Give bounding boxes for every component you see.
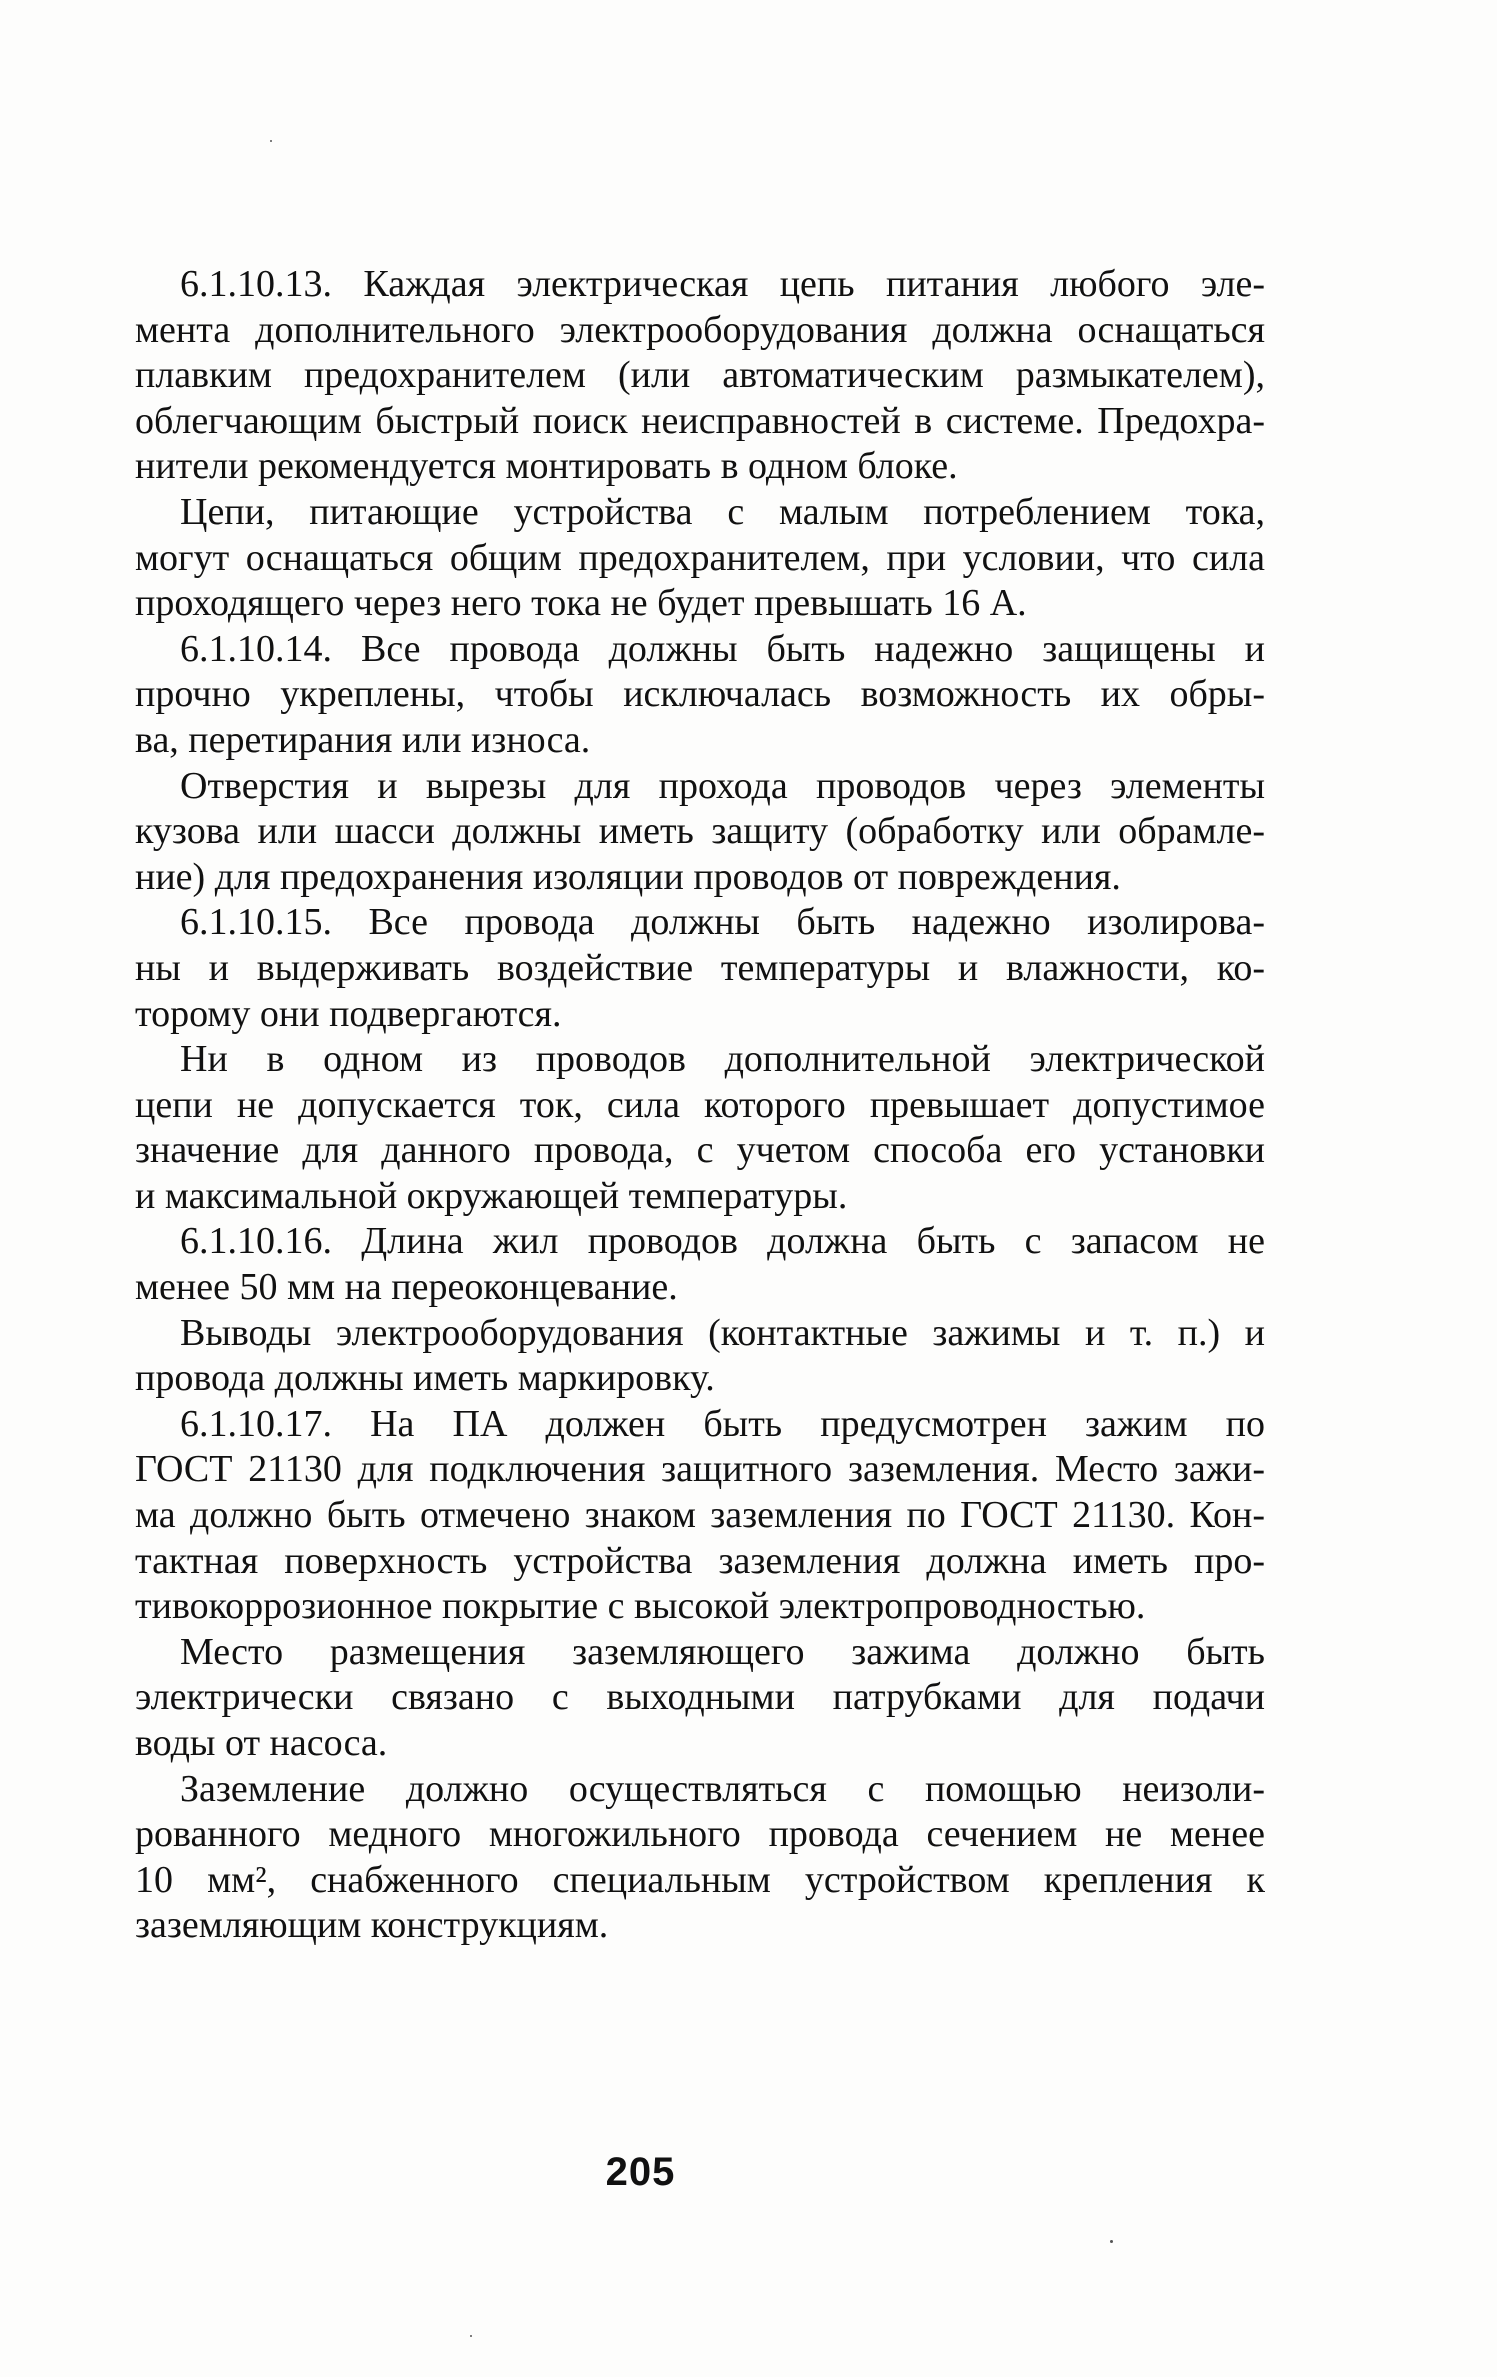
text-line: мента дополнительного электрооборудования должна оснащаться: [135, 308, 1265, 351]
text-line: менее 50 мм на переоконцевание.: [135, 1266, 678, 1309]
text-line: ма должно быть отмечено знаком заземления по ГОСТ 21130. Кон-: [135, 1494, 1265, 1537]
text-line: 6.1.10.15. Все провода должны быть надежно изолирова-: [180, 901, 1265, 944]
text-line: тактная поверхность устройства заземления должна иметь про-: [135, 1539, 1265, 1582]
text-line: торому они подвергаются.: [135, 992, 562, 1035]
text-line: цепи не допускается ток, сила которого превышает допустимое: [135, 1083, 1265, 1126]
text-line: 10 мм², снабженного специальным устройством крепления к: [135, 1858, 1265, 1901]
text-line: Ни в одном из проводов дополнительной электрической: [180, 1038, 1265, 1081]
text-line: Место размещения заземляющего зажима должно быть: [180, 1630, 1265, 1673]
scan-speck: [270, 140, 272, 142]
text-line: воды от насоса.: [135, 1722, 388, 1764]
paragraph-terminal-marking: [135, 1311, 1265, 1402]
text-line: прочно укреплены, чтобы исключалась возможность их обры-: [135, 673, 1265, 716]
text-line: 6.1.10.16. Длина жил проводов должна быть с запасом не: [180, 1220, 1265, 1263]
text-line: тивокоррозионное покрытие с высокой электропроводностью.: [135, 1585, 1146, 1628]
paragraph-6-1-10-13: [135, 262, 1265, 490]
text-line: нители рекомендуется монтировать в одном блоке.: [135, 445, 958, 488]
text-line: Заземление должно осуществляться с помощью неизоли-: [180, 1767, 1265, 1810]
text-line: рованного медного многожильного провода сечением не менее: [135, 1813, 1265, 1856]
text-line: ва, перетирания или износа.: [135, 718, 591, 761]
paragraph-6-1-10-14: [135, 627, 1265, 764]
scan-speck: [470, 2335, 472, 2337]
text-line: значение для данного провода, с учетом способа его установки: [135, 1129, 1265, 1172]
text-line: 6.1.10.13. Каждая электрическая цепь питания любого эле-: [180, 263, 1265, 305]
paragraph-ground-location: [135, 1630, 1265, 1767]
scan-speck: [1110, 2240, 1113, 2243]
text-line: Отверстия и вырезы для прохода проводов через элементы: [180, 764, 1265, 807]
paragraph-current-limit: [135, 1037, 1265, 1219]
text-line: Цепи, питающие устройства с малым потреблением тока,: [180, 490, 1265, 533]
paragraph-grounding-wire: [135, 1767, 1265, 1949]
text-line: могут оснащаться общим предохранителем, при условии, что сила: [135, 536, 1265, 579]
text-line: проходящего через него тока не будет превышать 16 А.: [135, 582, 1027, 625]
paragraph-6-1-10-17: [135, 1402, 1265, 1630]
text-line: облегчающим быстрый поиск неисправностей в системе. Предохра-: [135, 399, 1265, 442]
paragraph-6-1-10-16: [135, 1219, 1265, 1310]
text-line: и максимальной окружающей температуры.: [135, 1174, 848, 1217]
paragraph-low-current-circuits: [135, 490, 1265, 627]
text-line: провода должны иметь маркировку.: [135, 1357, 715, 1400]
text-line: Выводы электрооборудования (контактные зажимы и т. п.) и: [180, 1311, 1265, 1354]
text-line: 6.1.10.17. На ПА должен быть предусмотрен зажим по: [180, 1402, 1265, 1445]
paragraph-6-1-10-15: [135, 900, 1265, 1037]
body-text: [135, 262, 1265, 1949]
paragraph-holes-cutouts: [135, 764, 1265, 901]
text-line: заземляющим конструкциям.: [135, 1904, 609, 1947]
text-line: кузова или шасси должны иметь защиту (обработку или обрамле-: [135, 810, 1265, 853]
text-line: ГОСТ 21130 для подключения защитного заземления. Место зажи-: [135, 1448, 1265, 1491]
text-line: ние) для предохранения изоляции проводов от повреждения.: [135, 855, 1121, 898]
text-line: электрически связано с выходными патрубками для подачи: [135, 1676, 1265, 1719]
text-line: плавким предохранителем (или автоматическим размыкателем),: [135, 354, 1265, 397]
text-line: 6.1.10.14. Все провода должны быть надежно защищены и: [180, 627, 1265, 670]
page-number: 205: [605, 2150, 676, 2194]
text-line: ны и выдерживать воздействие температуры и влажности, ко-: [135, 946, 1265, 989]
